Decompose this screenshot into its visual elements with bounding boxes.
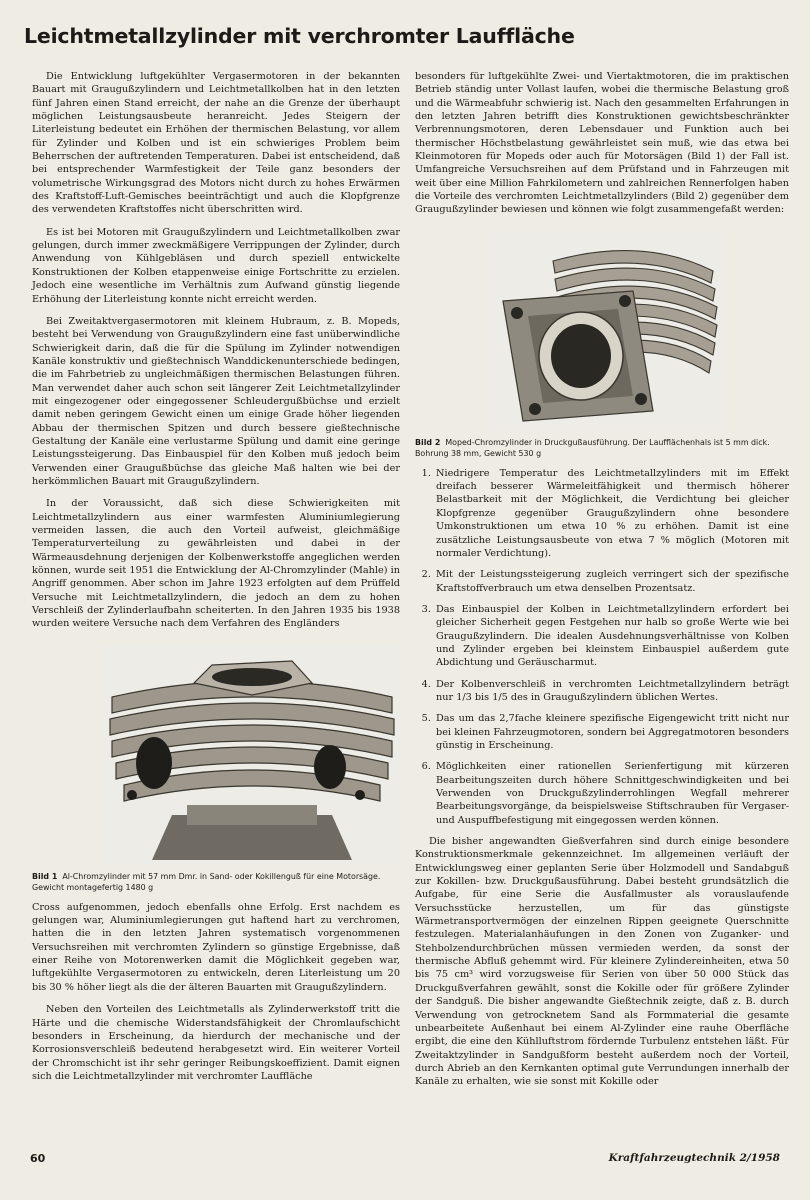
paragraph: Cross aufgenommen, jedoch ebenfalls ohne Erfolg. Erst nachdem es gelungen war, Aluminiumlegierungen gut haftend hart zu verchromen, hatten die in den letzten Jahren systematisch vorgenommenen Versuchsreihen mit verchromten Zylindern so günstige Ergebnisse, daß einer Reihe von Motorenwerken damit die Möglichkeit gegeben war, luftgekühlte Vergasermotoren zu entwickeln, deren Literleistung um 20 bis 30 % höher liegt als die der älteren Bauarten mit Graugußzylindern.	[32, 901, 400, 993]
figure-1-caption-text: Al-Chromzylinder mit 57 mm Dmr. in Sand- oder Kokillenguß für eine Motorsäge. Gewicht montagefertig 1480 g	[32, 871, 381, 892]
paragraph: Es ist bei Motoren mit Graugußzylindern und Leichtmetallkolben zwar gelungen, durch immer zweckmäßigere Verrippungen der Zylinder, durch Anwendung von Kühlgebläsen und durch speziell entwickelte Konstruktionen der Kolben etappenweise einige Fortschritte zu erzielen. Jedoch eine wesentliche im Verhältnis zum Aufwand günstig liegende Erhöhung der Literleistung konnte nicht erreicht werden.	[32, 226, 400, 305]
list-item: 4. Der Kolbenverschleiß in verchromten Leichtmetallzylindern beträgt nur 1/3 bis 1/5 des in Graugußzylindern üblichen Wertes.	[434, 678, 789, 705]
paragraph: Neben den Vorteilen des Leichtmetalls als Zylinderwerkstoff tritt die Härte und die chemische Widerstandsfähigkeit der Chromlaufschicht besonders in Erscheinung, da hierdurch der mechanische und der Korrosionsverschleiß bedeutend herabgesetzt wird. Ein weiterer Vorteil der Chromschicht ist ihr sehr geringer Reibungskoeffizient. Damit eignen sich die Leichtmetallzylinder mit verchromter Lauffläche	[32, 1004, 400, 1082]
paragraph: Bei Zweitaktvergasermotoren mit kleinem Hubraum, z. B. Mopeds, besteht bei Verwendung von Graugußzylindern eine fast unüberwindliche Schwierigkeit darin, daß die für die Spülung im Zylinder notwendigen Kanäle konstruktiv und gießtechnisch Wanddickenunterschiede bedingen, die im Fahrbetrieb zu ungleichmäßigen thermischen Belastungen führen. Man verwendet daher auch schon seit längerer Zeit Leichtmetallzylinder mit eingezogener oder eingegossener Schleudergußbüchse und erzielt damit neben geringem Gewicht einen um einige Grade höher liegenden Abbau der thermischen Spitzen und durch bessere gießtechnische Gestaltung der Kanäle eine verlustarme Spülung und damit eine geringe Leistungssteigerung. Das Einbauspiel für den Kolben muß jedoch beim Verwenden einer Graugußbüchse das gleiche Maß halten wie bei der herkömmlichen Bauart mit Graugußzylindern.	[32, 315, 400, 487]
left-column	[32, 70, 400, 1092]
figure-2-caption	[415, 437, 789, 459]
figure-2-photo	[483, 231, 723, 431]
list-item: 3. Das Einbauspiel der Kolben in Leichtmetallzylindern erfordert bei gleicher Sicherheit gegen Festgehen nur halb so große Werte wie bei Graugußzylindern. Die idealen Ausdehnungsverhältnisse von Kolben und Zylinder ergeben bei kleinstem Einbauspiel außerdem gute Abdichtung und Geräuscharmut.	[434, 603, 789, 670]
cylinder-photo-2	[483, 231, 723, 431]
list-item: 5. Das um das 2,7fache kleinere spezifische Eigengewicht tritt nicht nur bei kleinen Fahrzeugmotoren, sondern bei Aggregatmotoren besonders günstig in Erscheinung.	[434, 712, 789, 752]
figure-1-label: Bild 1	[32, 871, 58, 881]
cylinder-photo-1	[102, 645, 402, 865]
figure-1-caption	[32, 871, 400, 893]
paragraph: Die Entwicklung luftgekühlter Vergasermotoren in der bekannten Bauart mit Graugußzylindern und Leichtmetallkolben hat in den letzten fünf Jahren einen Stand erreicht, der nahe an die Grenze der überhaupt möglichen Leistungsausbeute heranreicht. Jedes Steigern der Literleistung bedeutet ein Erhöhen der thermischen Belastung, vor allem für Zylinder und Kolben und ist ein schwieriges Problem beim Beherrschen der auftretenden Temperaturen. Dabei ist entscheidend, daß bei entsprechender Warmfestigkeit der Teile ganz besonders der volumetrische Wirkungsgrad des Motors nicht durch zu hohes Erwärmen des Kraftstoff-Luft-Gemisches beeinträchtigt und auch die Klopfgrenze des verwendeten Kraftstoffes nicht überschritten wird.	[32, 71, 400, 216]
page-number: 60	[30, 1152, 46, 1165]
right-column	[415, 70, 789, 1098]
figure-2-caption-text: Moped-Chromzylinder in Druckgußausführung. Der Laufflächenhals ist 5 mm dick. Bohrung 38 mm, Gewicht 530 g	[415, 437, 770, 458]
advantages-list	[415, 467, 789, 827]
figure-2	[415, 231, 789, 459]
list-item: 2. Mit der Leistungssteigerung zugleich verringert sich der spezifische Kraftstoffverbrauch um etwa denselben Prozentsatz.	[434, 568, 789, 595]
journal-name: Kraftfahrzeugtechnik 2/1958	[608, 1152, 780, 1164]
list-item: 1. Niedrigere Temperatur des Leichtmetallzylinders mit im Effekt dreifach besserer Wärmeleitfähigkeit und thermisch höherer Belastbarkeit mit der Möglichkeit, die Verdichtung bei gleicher Klopfgrenze gegenüber Graugußzylindern ohne besondere Umkonstruktionen um etwa 10 % zu erhöhen. Damit ist eine zusätzliche Leistungsausbeute von etwa 7 % möglich (Motoren mit normaler Verdichtung).	[434, 467, 789, 560]
paragraph: Die bisher angewandten Gießverfahren sind durch einige besondere Konstruktionsmerkmale gekennzeichnet. Im allgemeinen verläuft der Entwicklungsweg einer geplanten Serie über Holzmodell und Sandabguß zur Kokillen- bzw. Druckgußausführung. Dabei besteht grundsätzlich die Aufgabe, für eine Serie die Ausfallmuster als vorauslaufende Versuchsstücke herzustellen, um für das günstigste Wärmetransportvermögen der einzelnen Rippen geeignete Querschnitte festzulegen. Materialanhäufungen in den Zonen von Zuganker- und Stehbolzendurchbrüchen müssen vermieden werden, da sonst der thermische Abfluß gehemmt wird. Für kleinere Zylindereinheiten, etwa 50 bis 75 cm³ wird vorzugsweise für Serien von über 50 000 Stück das Druckgußverfahren gewählt, sonst die Kokille oder für größere Zylinder der Sandguß. Die bisher angewandte Gießtechnik zeigte, daß z. B. durch Verwendung von getrocknetem Sand als Formmaterial die gesamte unbearbeitete Außenhaut bei einem Al-Zylinder eine rauhe Oberfläche ergibt, die eine den Kühlluftstrom fördernde Turbulenz entstehen läßt. Für Zweitaktzylinder in Sandgußform besteht außerdem noch der Vorteil, durch Abrieb an den Kernkanten optimal gute Verrundungen innerhalb der Kanäle zu erhalten, wie sie sonst mit Kokille oder	[415, 836, 789, 1088]
figure-1-photo	[102, 645, 402, 865]
list-item: 6. Möglichkeiten einer rationellen Serienfertigung mit kürzeren Bearbeitungszeiten durch höhere Schnittgeschwindigkeiten und bei Verwenden von Druckgußzylinderrohlingen Wegfall mehrerer Bearbeitungsvorgänge, da beispielsweise Stiftschrauben für Vergaser- und Auspuffbefestigung mit eingegossen werden können.	[434, 760, 789, 827]
paragraph: besonders für luftgekühlte Zwei- und Viertaktmotoren, die im praktischen Betrieb ständig unter Vollast laufen, wobei die thermische Belastung groß und die Wärmeabfuhr schwierig ist. Nach den gesammelten Erfahrungen in den letzten Jahren betrifft dies Konstruktionen gewichtsbeschränkter Verbrennungsmotoren, deren Lebensdauer und Funktion auch bei thermischer Höchstbelastung gewährleistet sein muß, wie das etwa bei Kleinmotoren für Mopeds oder auch für Motorsägen (Bild 1) der Fall ist. Umfangreiche Versuchsreihen auf dem Prüfstand und in Fahrzeugen mit weit über eine Million Fahrkilometern und zahlreichen Rennerfolgen haben die Vorteile des verchromten Leichtmetallzylinders (Bild 2) gegenüber dem Graugußzylinder bewiesen und können wie folgt zusammengefaßt werden:	[415, 71, 789, 216]
figure-1	[32, 645, 400, 893]
paragraph: In der Voraussicht, daß sich diese Schwierigkeiten mit Leichtmetallzylindern aus einer warmfesten Aluminiumlegierung vermeiden lassen, die auch den Vorteil aufweist, gleichmäßige Temperaturverteilung zu gewährleisten und dabei in der Wärmeausdehnung derjenigen der Kolbenwerkstoffe angeglichen werden können, wurde seit 1951 die Entwicklung der Al-Chromzylinder (Mahle) in Angriff genommen. Aber schon im Jahre 1923 erfolgten auf dem Prüffeld Versuche mit Leichtmetallzylindern, die jedoch an dem zu hohen Verschleiß der Zylinderlaufbahn scheiterten. In den Jahren 1935 bis 1938 wurden weitere Versuche nach dem Verfahren des Engländers	[32, 498, 400, 630]
article-title: Leichtmetallzylinder mit verchromter Lauffläche	[24, 24, 575, 48]
figure-2-label: Bild 2	[415, 437, 441, 447]
